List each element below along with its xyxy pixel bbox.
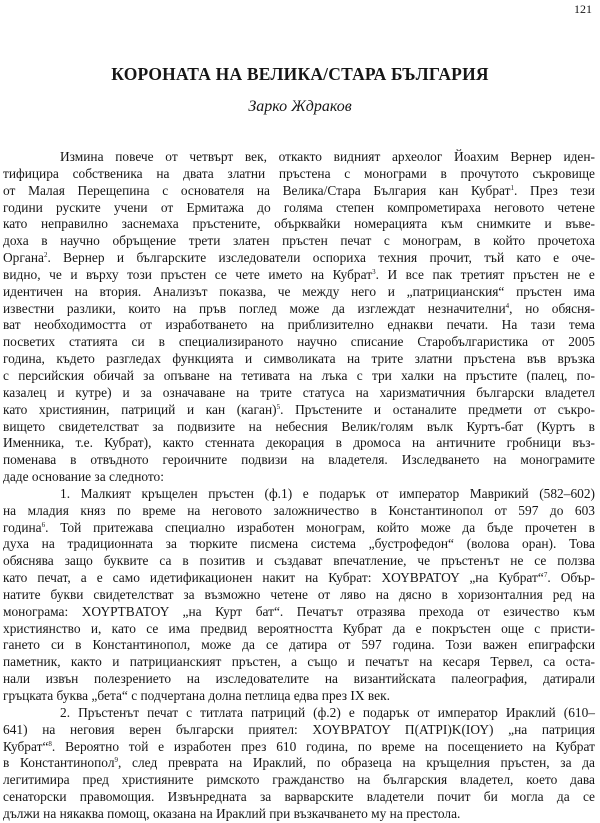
text-line: година, където разгледах функцията и символиката на трите златни пръстена във връзка — [3, 351, 595, 367]
text-line: от Малая Перещепина с основателя на Велика/Стара България кан Кубрат$^1$. През тези — [3, 182, 595, 198]
paragraph — [3, 149, 595, 486]
text-line: гането си в Константинопол, може да се датира от 597 година. Този важен епиграфски — [3, 637, 595, 653]
footnote-marker: 9 — [114, 756, 119, 765]
footnote-marker: 2 — [43, 251, 48, 260]
text-line: казалец и кутре) и за означаване на трите статуса на харизматичния български владетел — [3, 384, 595, 400]
text-line: поменава в отвъдното героичните подвизи на владетеля. Изследването на монограмите — [3, 452, 595, 468]
article-author: Зарко Ждраков — [248, 98, 352, 115]
text-line: духа на традиционната за тюрките писмена система „бустрофедон“ (волова оран). Това — [3, 536, 595, 552]
text-line: обяснява защо буквите са в позитив и създават впечатление, че пръстенът не се ползва — [3, 553, 595, 569]
text-line: Измина повече от четвърт век, откакто видният археолог Йоахим Вернер иден- — [60, 149, 595, 164]
text-line: дължи на някаква помощ, оказана на Ираклий при възкачването му на престола. — [3, 805, 461, 821]
article-body — [3, 149, 595, 823]
text-line: като печат, а е само идетификационен накит на Кубрат: ΧΟΥΒΡΑΤΟΥ „на Кубрат“$^7$. Обър- — [3, 570, 595, 586]
footnote-marker: 1 — [510, 183, 514, 192]
text-line: тифицира собственика на двата златни пръстена с монограми в прочутото съкровище — [3, 165, 595, 181]
text-line: като неправилно заснемаха пръстените, обърквайки номерацията към снимките и въве- — [3, 216, 595, 232]
text-line: паметник, както и патрицианският пръстен, а също и печатът на кесаря Тервел, са оста- — [3, 654, 595, 670]
text-line: идентичен на втория. Анализът показва, че между него и „патрицианския“ пръстен има — [3, 283, 595, 299]
text-line: 641) на неговия верен български приятел: ΧΟΥΒΡΑΤΟΥ Π(ΑΤΡΙ)Κ(ΙΟΥ) „на патриция — [3, 721, 595, 737]
footnote-marker: 4 — [505, 301, 510, 310]
paragraph — [3, 486, 595, 705]
text-line: известни разлики, които на пръв поглед може да изглеждат незначителни$^4$, но обясня- — [3, 300, 595, 316]
text-line: натите букви свидетелстват за възможно четене от ляво на дясно в хоризонталния ред на — [3, 586, 595, 602]
footnote-marker: 6 — [41, 520, 46, 529]
text-line: посветих статията си в специализираното научно списание Старобългаристика от 2005 — [3, 334, 595, 350]
text-line: 2. Пръстенът печат с титлата патриций (ф.2) е подарък от император Ираклий (610– — [60, 704, 595, 720]
text-line: християнство и, като се има предвид вероятността Кубрат да е покръстен още с присти- — [3, 620, 595, 636]
footnote-marker: 7 — [543, 571, 548, 580]
page-number: 121 — [574, 2, 592, 16]
text-line: ват необходимостта от изработването на приблизително еднакви печати. На тази тема — [3, 317, 595, 333]
paragraph — [3, 705, 595, 823]
text-line: Кубрат“$^8$. Вероятно той е изработен през 610 година, по време на посещението на Кубрат — [3, 738, 595, 754]
text-line: доха в научно обръщение трети златен пръстен печат с монограм, в който прочетоха — [3, 233, 595, 249]
footnote-marker: 3 — [372, 267, 376, 276]
text-line: сенаторски правомощия. Извънредната за варварските владетели почит би могла да се — [3, 789, 595, 805]
text-line: видно, че и върху този пръстен се чете името на Кубрат$^3$. И все пак третият пръстен не е — [3, 266, 595, 282]
text-line: даде основание за следното: — [3, 469, 164, 485]
article-title: КОРОНАТА НА ВЕЛИКА/СТАРА БЪЛГАРИЯ — [111, 64, 489, 84]
text-line: като християнин, патриций и кан (каган)$^5$. Пръстените и останалите предмети от съкро- — [3, 401, 595, 417]
text-line: Именника, т.е. Кубрат), както стенната декорация в дромоса на античните гробници въз- — [3, 435, 595, 451]
text-line: легитимира пред християните римското гражданство на българския владетел, което дава — [3, 772, 595, 788]
text-line: монограма: ΧΟΥΡΤΒΑΤΟΥ „на Курт бат“. Печатът отразява прехода от езичество към — [3, 603, 595, 619]
text-line: нали извън полезрението на изследователите на византийската палеография, датирали — [3, 671, 595, 687]
text-line: на младия княз по време на неговото заложничество в Константинопол от 597 до 603 — [3, 502, 595, 518]
text-line: с персийския обичай за опъване на тетивата на лъка с три халки на пръстите (палец, по- — [3, 367, 595, 383]
text-line: Органа$^2$. Вернер и българските изследователи оспориха техния прочит, тъй като е оче- — [3, 250, 595, 266]
text-line: година$^6$. Той притежава специално изработен монограм, който може да бъде прочетен в — [3, 519, 595, 535]
text-line: 1. Малкият кръщелен пръстен (ф.1) е подарък от император Маврикий (582–602) — [60, 485, 595, 501]
text-line: години руските учени от Ермитажа до голяма степен компрометираха неговото четене — [3, 199, 595, 215]
footnote-marker: 5 — [276, 402, 281, 411]
text-line: гръцката буква „бета“ с подчертана долна петлица едва през IX век. — [3, 688, 390, 703]
footnote-marker: 8 — [48, 739, 52, 748]
text-line: в Константинопол$^9$, след преврата на Ираклий, по образеца на кръщелния пръстен, за да — [3, 755, 595, 771]
text-line: вището свидетелстват за подвизите на небесния Велик/голям вълк Куртъ-бат (Куртъ в — [3, 418, 595, 434]
